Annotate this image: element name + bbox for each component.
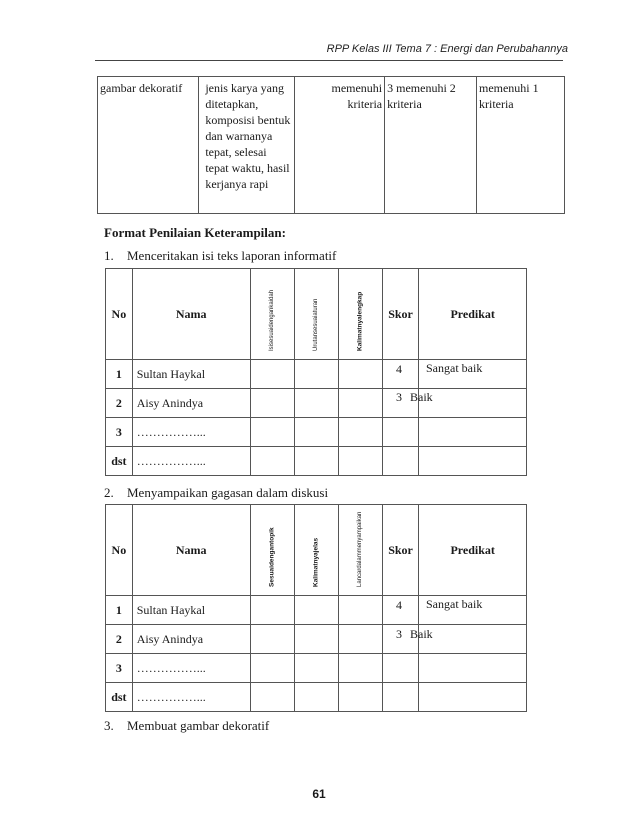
row-nama: ……………... [132, 683, 250, 712]
table-header-row [106, 505, 527, 596]
section-3-heading [104, 718, 269, 734]
rubric-cell-aspect: gambar dekoratif [98, 77, 199, 214]
table-row [106, 389, 527, 418]
rubric-cell-3: memenuhi kriteria [295, 77, 385, 214]
page-number: 61 [312, 787, 326, 801]
format-title: Format Penilaian Keterampilan: [104, 225, 286, 240]
table-row [106, 654, 527, 683]
row-no: 2 [106, 625, 133, 654]
predikat-note: Baik [410, 627, 433, 641]
rubric-cell-4: jenis karya yang ditetapkan, komposisi bentuk dan warnanya tepat, selesai tepat waktu, hasil kerjanya rapi [199, 77, 295, 214]
header-rule [95, 60, 563, 61]
section-2-title: Menyampaikan gagasan dalam diskusi [127, 485, 329, 500]
table-header-row [106, 269, 527, 360]
criteria-2: Urutansesuaiaturan [294, 269, 338, 360]
row-no: 3 [106, 418, 133, 447]
skor-note: 4 [396, 362, 402, 376]
header-nama: Nama [132, 505, 250, 596]
table-row [106, 447, 527, 476]
header-nama: Nama [132, 269, 250, 360]
table-row [106, 625, 527, 654]
page-header: RPP Kelas III Tema 7 : Energi dan Perubahannya [326, 43, 568, 55]
header-predikat: Predikat [419, 269, 527, 360]
criteria-1: Sesuaidengantopik [250, 505, 294, 596]
row-nama: ……………... [132, 654, 250, 683]
criteria-2: Kalimatnyajelas [294, 505, 338, 596]
section-1-number: 1. [104, 248, 114, 263]
predikat-note: Baik [410, 390, 433, 404]
row-nama: ……………... [132, 447, 250, 476]
row-nama: Sultan Haykal [132, 360, 250, 389]
section-1-heading [104, 248, 336, 264]
row-no: 1 [106, 596, 133, 625]
section-3-title: Membuat gambar dekoratif [127, 718, 270, 733]
header-no: No [106, 269, 133, 360]
row-no: dst [106, 683, 133, 712]
criteria-3: Lancardalammenyampaikan [338, 505, 382, 596]
header-no: No [106, 505, 133, 596]
section-3-number: 3. [104, 718, 114, 733]
predikat-note: Sangat baik [426, 597, 483, 611]
row-nama: Aisy Anindya [132, 389, 250, 418]
header-skor: Skor [382, 269, 419, 360]
skor-note: 4 [396, 598, 402, 612]
row-nama: Sultan Haykal [132, 596, 250, 625]
row-no: 2 [106, 389, 133, 418]
header-skor: Skor [382, 505, 419, 596]
row-no: 1 [106, 360, 133, 389]
table-row [98, 77, 565, 214]
section-2-heading [104, 485, 328, 501]
row-no: 3 [106, 654, 133, 683]
table-row [106, 683, 527, 712]
skor-note: 3 [396, 627, 402, 641]
rubric-table [97, 76, 565, 214]
row-nama: Aisy Anindya [132, 625, 250, 654]
row-no: dst [106, 447, 133, 476]
section-2-number: 2. [104, 485, 114, 500]
skor-note: 3 [396, 390, 402, 404]
table-row [106, 418, 527, 447]
predikat-note: Sangat baik [426, 361, 483, 375]
rubric-cell-2: 3 memenuhi 2 kriteria [385, 77, 477, 214]
criteria-3: Kalimatnyalengkap [338, 269, 382, 360]
header-predikat: Predikat [419, 505, 527, 596]
criteria-1: Isisesuaidengankaidah [250, 269, 294, 360]
row-nama: ……………... [132, 418, 250, 447]
rubric-cell-1: memenuhi 1 kriteria [476, 77, 564, 214]
section-1-title: Menceritakan isi teks laporan informatif [127, 248, 337, 263]
